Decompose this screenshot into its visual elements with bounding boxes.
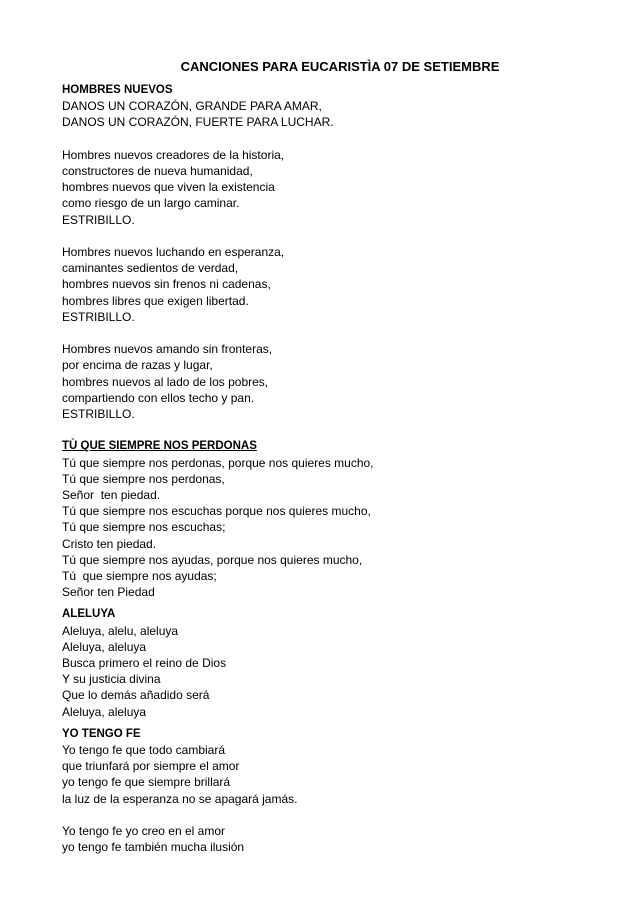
song-hombres-nuevos — [62, 82, 602, 438]
verse-line: Yo tengo fe que todo cambiará — [62, 743, 226, 758]
song-line: Tú que siempre nos escuchas; — [62, 520, 226, 535]
document-page — [62, 58, 602, 855]
song-title: YO TENGO FE — [62, 727, 141, 740]
stanza-gap — [62, 325, 602, 341]
verse-line: compartiendo con ellos techo y pan. — [62, 390, 255, 405]
verse-line: hombres nuevos que viven la existencia — [62, 180, 275, 195]
verse-line: yo tengo fe que siempre brillará — [62, 775, 231, 790]
song-tu-que-siempre — [62, 438, 602, 606]
song-line: Aleluya, aleluya — [62, 704, 147, 719]
verse-line: constructores de nueva humanidad, — [62, 164, 253, 178]
song-line: Tú que siempre nos perdonas, — [62, 471, 225, 486]
song-line: Tú que siempre nos ayudas, porque nos quieres mucho, — [62, 552, 363, 567]
song-line: Y su justicia divina — [62, 672, 161, 687]
stanza-gap — [62, 228, 602, 244]
song-title: HOMBRES NUEVOS — [62, 84, 173, 96]
song-line: Aleluya, aleluya — [62, 639, 147, 654]
verse-line: caminantes sedientos de verdad, — [62, 261, 239, 276]
song-title: ALELUYA — [62, 608, 116, 621]
stanza-gap — [62, 807, 602, 823]
verse-line: como riesgo de un largo caminar. — [62, 196, 240, 211]
song-line: Señor ten Piedad — [62, 585, 155, 600]
refrain-marker: ESTRIBILLO. — [62, 407, 135, 422]
song-line: Que lo demás añadido será — [62, 688, 210, 703]
song-line: Tú que siempre nos ayudas; — [62, 569, 217, 584]
song-title: TÙ QUE SIEMPRE NOS PERDONAS — [62, 440, 257, 453]
verse-line: Yo tengo fe yo creo en el amor — [62, 824, 225, 839]
document-title: CANCIONES PARA EUCARISTÌA 07 DE SETIEMBRE — [180, 59, 500, 74]
stanza-gap — [62, 422, 602, 438]
chorus-line: DANOS UN CORAZÓN, FUERTE PARA LUCHAR. — [62, 115, 334, 130]
verse-line: Hombres nuevos amando sin fronteras, — [62, 342, 273, 357]
refrain-marker: ESTRIBILLO. — [62, 309, 135, 324]
verse-line: que triunfará por siempre el amor — [62, 759, 240, 774]
verse-line: Hombres nuevos creadores de la historia, — [62, 147, 285, 162]
song-line: Busca primero el reino de Dios — [62, 656, 227, 671]
song-line: Cristo ten piedad. — [62, 536, 157, 551]
verse-line: hombres nuevos sin frenos ni cadenas, — [62, 277, 271, 292]
song-line: Señor ten piedad. — [62, 488, 161, 503]
verse-line: hombres libres que exigen libertad. — [62, 293, 249, 308]
song-line: Tú que siempre nos perdonas, porque nos quieres mucho, — [62, 455, 374, 470]
verse-line: por encima de razas y lugar, — [62, 358, 213, 373]
song-yo-tengo-fe — [62, 726, 602, 856]
song-aleluya — [62, 606, 602, 725]
chorus-line: DANOS UN CORAZÓN, GRANDE PARA AMAR, — [62, 99, 322, 114]
verse-line: Hombres nuevos luchando en esperanza, — [62, 245, 285, 259]
verse-line: la luz de la esperanza no se apagará jamás. — [62, 791, 298, 806]
refrain-marker: ESTRIBILLO. — [62, 212, 135, 227]
song-line: Aleluya, alelu, aleluya — [62, 623, 179, 638]
verse-line: yo tengo fe también mucha ilusión — [62, 840, 245, 855]
verse-line: hombres nuevos al lado de los pobres, — [62, 374, 269, 389]
song-line: Tú que siempre nos escuchas porque nos quieres mucho, — [62, 504, 371, 519]
stanza-gap — [62, 131, 602, 147]
